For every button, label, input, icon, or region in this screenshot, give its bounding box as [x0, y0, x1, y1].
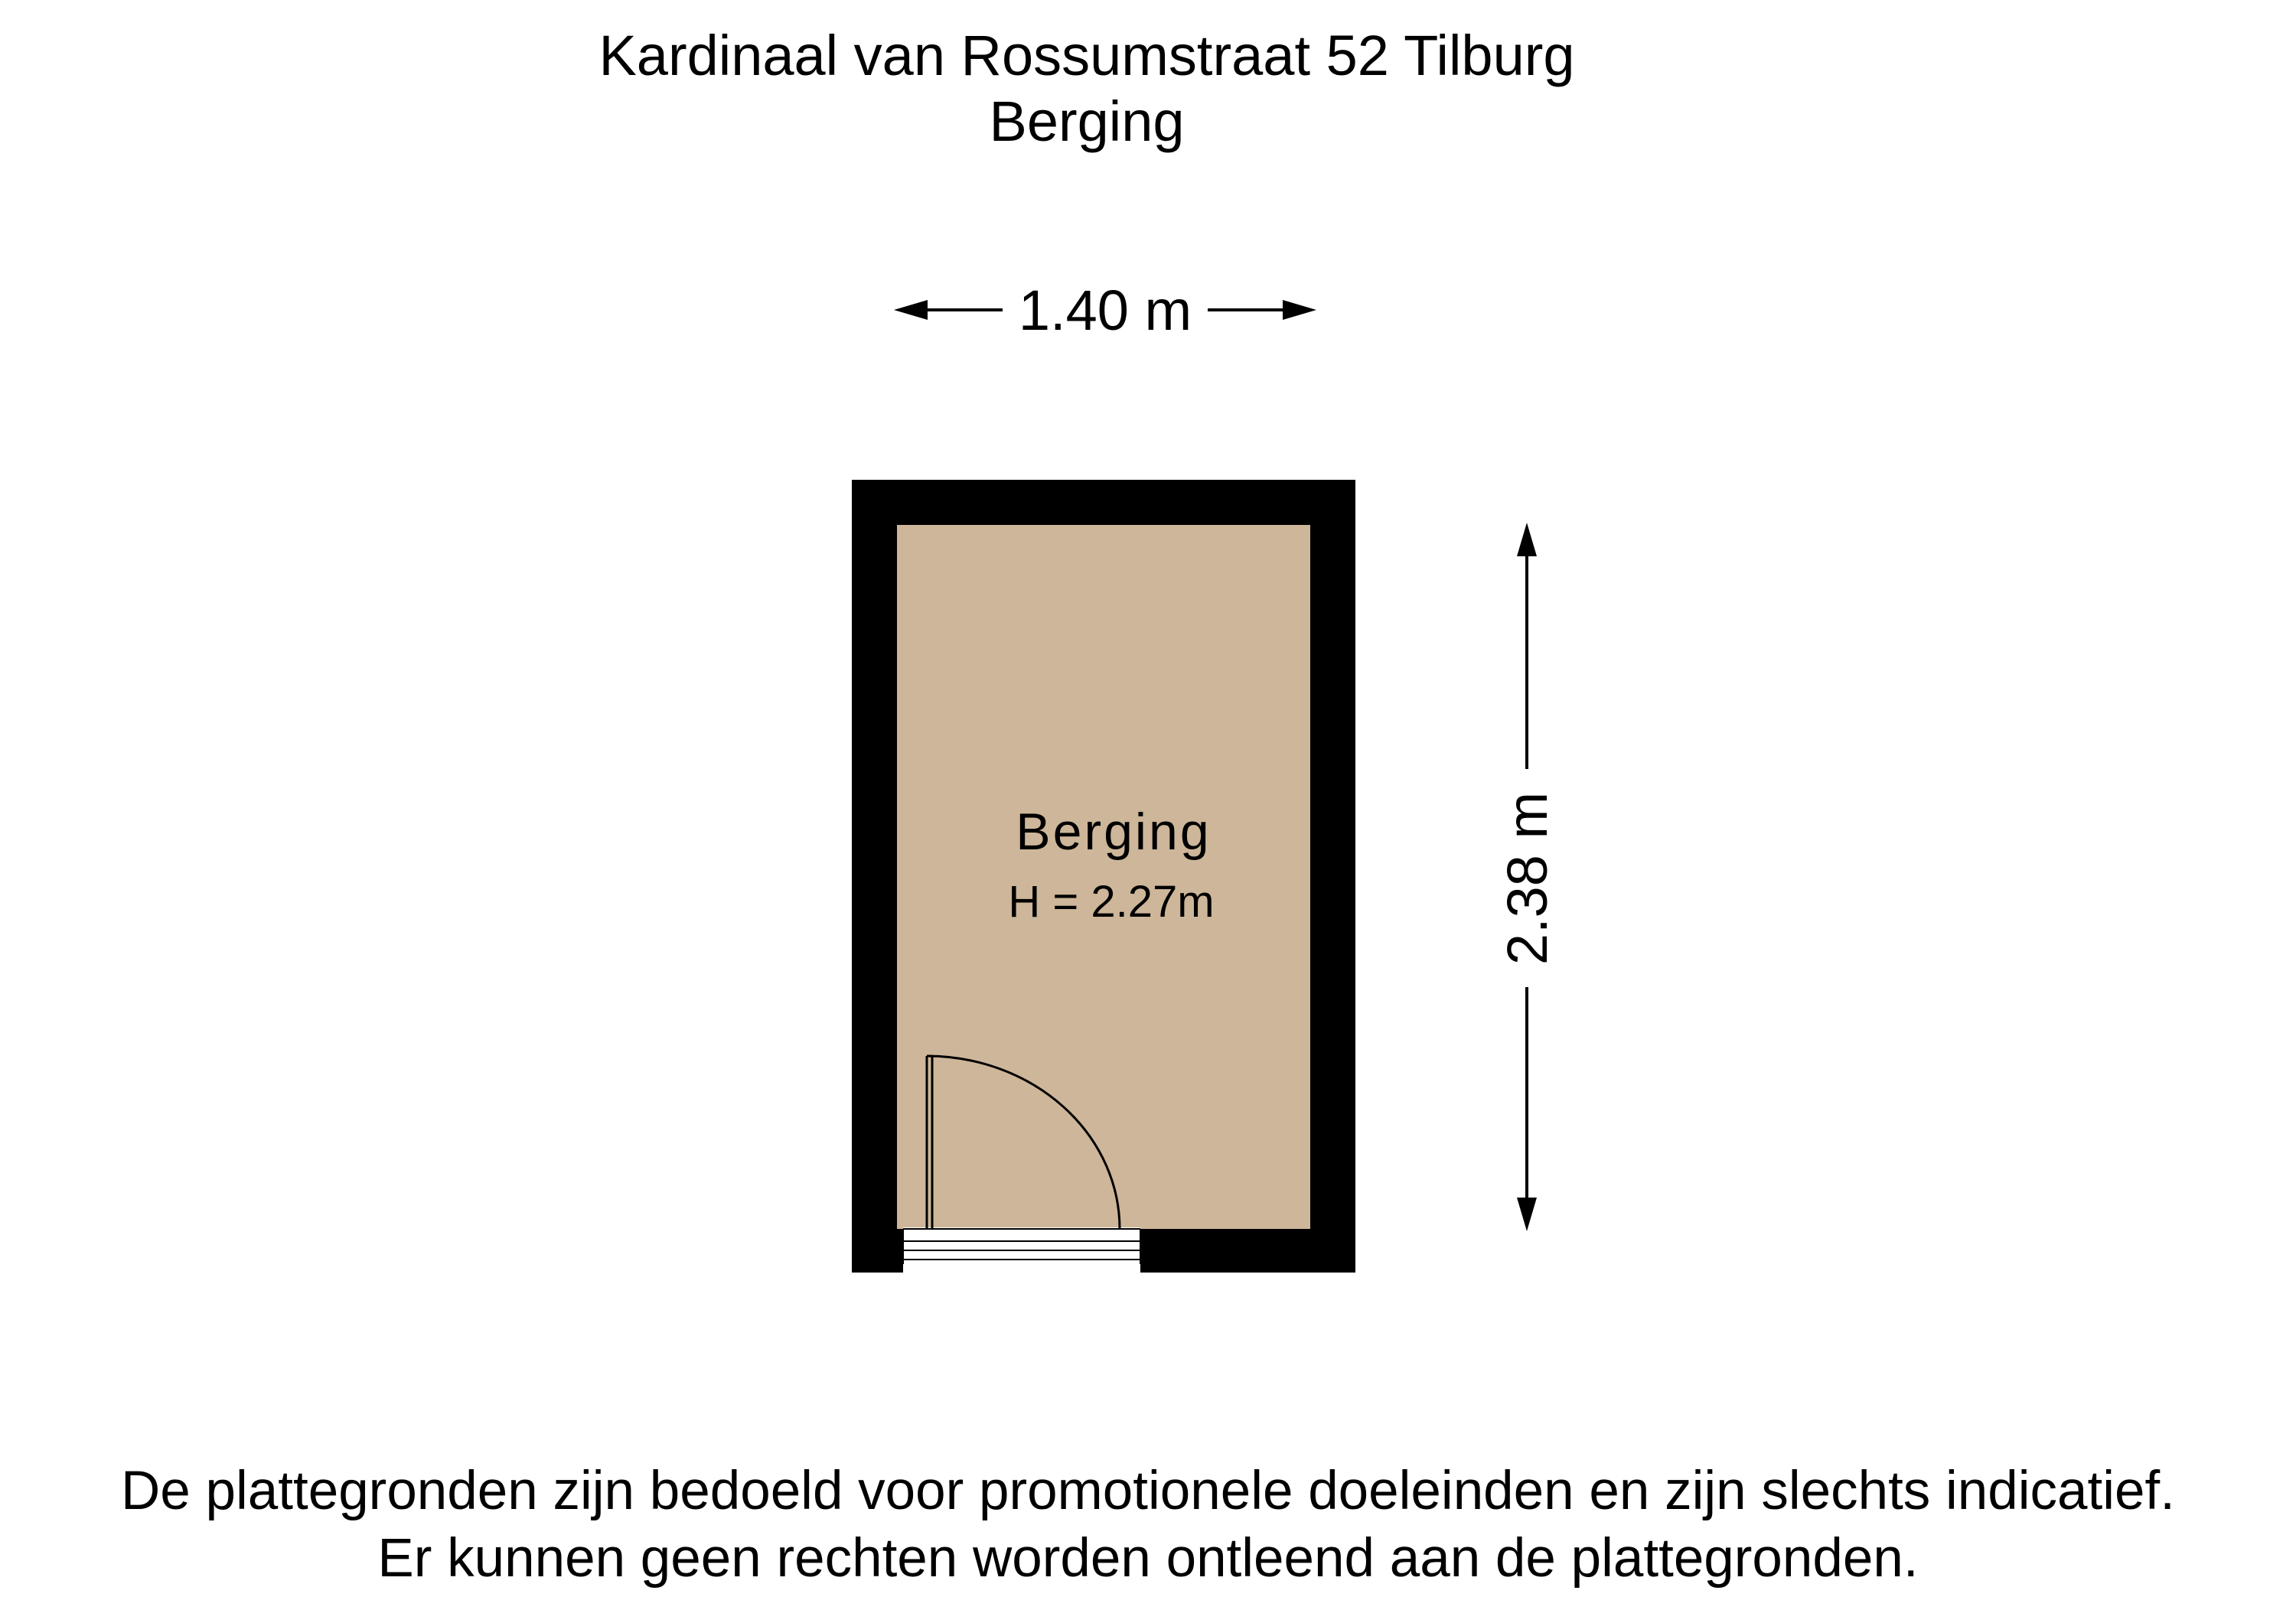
depth-dimension-label: 2.38 m	[1495, 791, 1559, 966]
depth-dimension	[1495, 523, 1559, 1231]
address-title: Kardinaal van Rossumstraat 52 Tilburg	[598, 24, 1575, 87]
room-height-label: H = 2.27m	[1008, 877, 1215, 927]
arrow-up-icon	[1517, 523, 1537, 556]
arrow-left-icon	[894, 300, 928, 320]
floor-title: Berging	[989, 90, 1185, 153]
disclaimer-line-2: Er kunnen geen rechten worden ontleend aan de plattegronden.	[377, 1528, 1919, 1589]
disclaimer-line-1: De plattegronden zijn bedoeld voor promotionele doeleinden en zijn slechts indicatief.	[121, 1461, 2175, 1521]
width-dimension-label: 1.40 m	[1018, 279, 1192, 342]
door-opening	[903, 1227, 1140, 1273]
room-name-label: Berging	[1016, 803, 1212, 861]
arrow-down-icon	[1517, 1198, 1537, 1231]
disclaimer	[0, 1458, 2296, 1592]
width-dimension	[894, 279, 1316, 342]
arrow-right-icon	[1283, 300, 1316, 320]
